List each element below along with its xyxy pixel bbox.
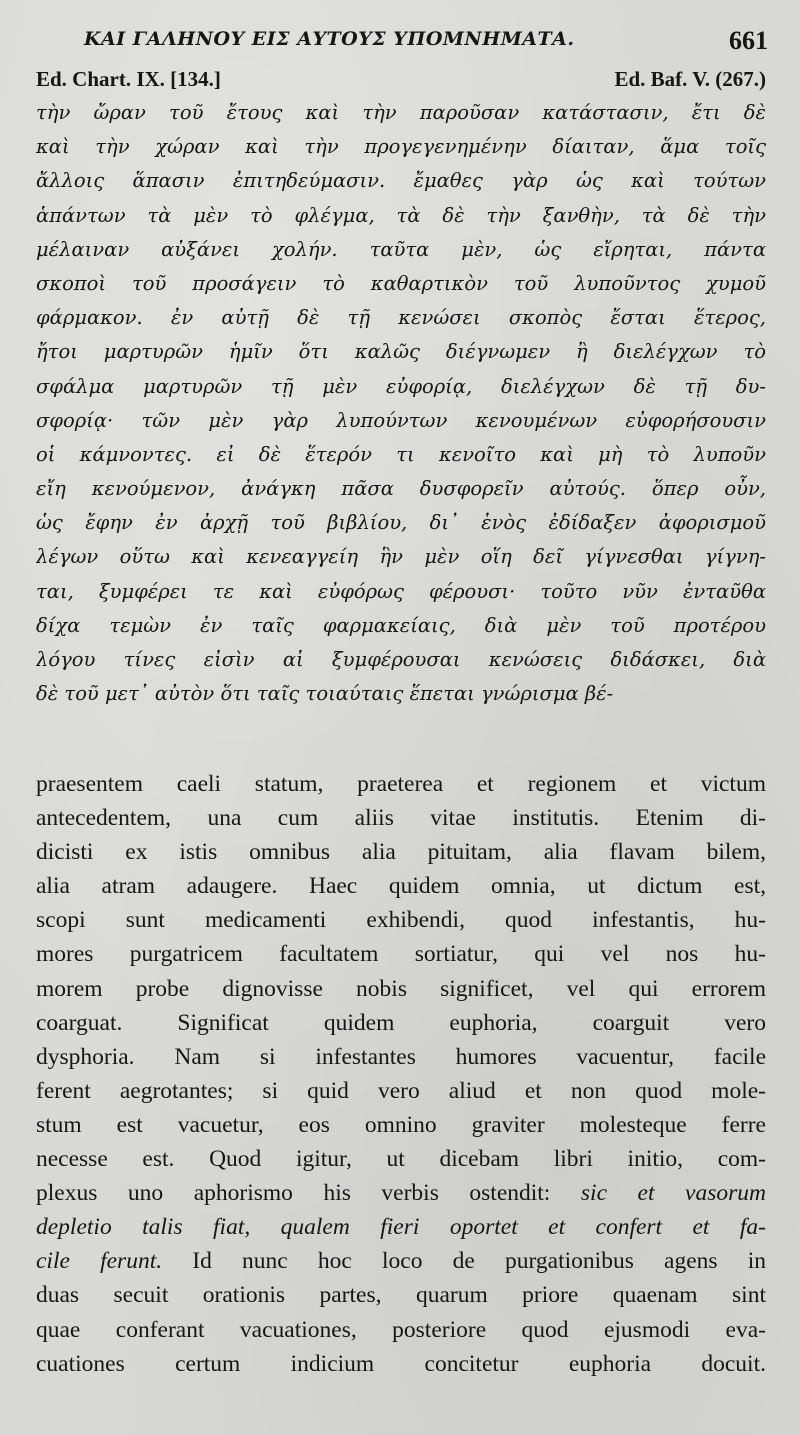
greek-text-block [36, 96, 766, 711]
latin-text-line [36, 1142, 766, 1176]
latin-text-line [36, 1313, 766, 1347]
greek-text-line: ἁπάντων τὰ μὲν τὸ φλέγμα, τὰ δὲ τὴν ξανθὴν, τὰ δὲ τὴν [36, 203, 766, 227]
latin-text-run: coarguat. Significat quidem euphoria, coarguit vero [36, 1009, 766, 1036]
latin-text-run: duas secuit orationis partes, quarum priore quaenam sint [36, 1282, 766, 1309]
latin-text-line [36, 937, 766, 971]
greek-text-line: οἱ κάμνοντες. εἰ δὲ ἕτερόν τι κενοῖτο καὶ μὴ τὸ λυποῦν [36, 442, 766, 466]
latin-text-line [36, 1278, 766, 1312]
greek-text-line: δὲ τοῦ μετ᾽ αὐτὸν ὅτι ταῖς τοιαύταις ἕπεται γνώρισμα βέ- [36, 682, 614, 706]
latin-text-run: quae conferant vacuationes, posteriore quod ejusmodi eva- [36, 1316, 766, 1343]
greek-text-line: μέλαιναν αὐξάνει χολήν. ταῦτα μὲν, ὡς εἴρηται, πάντα [36, 237, 766, 261]
latin-text-run: dicisti ex istis omnibus alia pituitam, alia flavam bilem, [36, 839, 766, 866]
edition-ref-chartier: Ed. Chart. IX. [134.] [36, 67, 221, 91]
latin-text-run: praesentem caeli statum, praeterea et regionem et victum [36, 771, 766, 797]
latin-text-run: antecedentem, una cum aliis vitae institutis. Etenim di- [36, 805, 766, 832]
greek-text-line: λόγου τίνες εἰσὶν αἱ ξυμφέρουσαι κενώσεις διδάσκει, διὰ [36, 648, 766, 671]
greek-text-line: εἴη κενούμενον, ἀνάγκη πᾶσα δυσφορεῖν αὐτούς. ὅπερ οὖν, [36, 477, 766, 501]
page-number: 661 [729, 26, 768, 55]
greek-text-line: ἄλλοις ἅπασιν ἐπιτηδεύμασιν. ἔμαθες γὰρ ὡς καὶ τούτων [36, 169, 766, 193]
greek-text-line: ται, ξυμφέρει τε καὶ εὐφόρως φέρουσι· τοῦτο νῦν ἐνταῦθα [36, 579, 766, 603]
latin-text-line [36, 1210, 766, 1244]
latin-text-line [36, 1347, 766, 1381]
greek-text-line: σφάλμα μαρτυρῶν τῇ μὲν εὐφορίᾳ, διελέγχων δὲ τῇ δυ- [36, 374, 766, 398]
greek-text-line: λέγων οὕτω καὶ κενεαγγείη ἣν μὲν οἵη δεῖ γίγνεσθαι γίγνη- [36, 545, 766, 569]
greek-text-line: σφορίᾳ· τῶν μὲν γὰρ λυπούντων κενουμένων εὐφορήσουσιν [36, 408, 766, 432]
latin-text-run: alia atram adaugere. Haec quidem omnia, ut dictum est, [36, 873, 766, 900]
edition-ref-basel: Ed. Baf. V. (267.) [614, 67, 766, 91]
latin-italic-quotation: cile ferunt. [36, 1248, 163, 1275]
latin-text-run: scopi sunt medicamenti exhibendi, quod infestantis, hu- [36, 907, 766, 934]
latin-text-block [36, 767, 766, 1381]
latin-text-line [36, 1040, 766, 1074]
latin-text-run: necesse est. Quod igitur, ut dicebam libri initio, com- [36, 1146, 766, 1173]
latin-text-line [36, 903, 766, 937]
greek-text-line: ἤτοι μαρτυρῶν ἡμῖν ὅτι καλῶς διέγνωμεν ἢ διελέγχων τὸ [36, 340, 766, 364]
greek-text-line: καὶ τὴν χώραν καὶ τὴν προγεγενημένην δίαιταν, ἅμα τοῖς [36, 135, 766, 159]
latin-text-line [36, 1244, 766, 1278]
latin-text-line [36, 1176, 766, 1210]
latin-text-line [36, 801, 766, 835]
latin-text-run: dysphoria. Nam si infestantes humores vacuentur, facile [36, 1043, 766, 1070]
greek-text-line: φάρμακον. ἐν αὐτῇ δὲ τῇ κενώσει σκοπὸς ἔσται ἕτερος, [36, 306, 766, 330]
latin-text-line [36, 1074, 766, 1108]
latin-italic-quotation: sic et vasorum [580, 1180, 766, 1207]
latin-text-line [36, 869, 766, 903]
running-title: ΚΑΙ ΓΑΛΗΝΟΥ ΕΙΣ ΑΥΤΟΥΣ ΥΠΟΜΝΗΜΑΤΑ. [84, 28, 575, 50]
latin-text-run: stum est vacuetur, eos omnino graviter molesteque ferre [36, 1111, 766, 1138]
greek-text-line: ὡς ἔφην ἐν ἀρχῇ τοῦ βιβλίου, δι᾽ ἑνὸς ἐδίδαξεν ἀφορισμοῦ [36, 511, 766, 535]
latin-text-line [36, 1108, 766, 1142]
edition-reference-line [36, 67, 766, 95]
latin-text-line [36, 835, 766, 869]
greek-text-line: τὴν ὤραν τοῦ ἔτους καὶ τὴν παροῦσαν κατάστασιν, ἔτι δὲ [36, 101, 766, 124]
latin-italic-quotation: depletio talis fiat, qualem fieri oportet et confert et fa- [36, 1214, 766, 1241]
latin-text-run: morem probe dignovisse nobis significet, vel qui errorem [36, 975, 766, 1002]
latin-text-line [36, 972, 766, 1006]
latin-text-line [36, 1006, 766, 1040]
latin-text-run: Id nunc hoc loco de purgationibus agens in [162, 1248, 766, 1275]
latin-text-line [36, 767, 766, 801]
latin-text-run: mores purgatricem facultatem sortiatur, qui vel nos hu- [36, 941, 766, 968]
greek-text-line: δίχα τεμὼν ἐν ταῖς φαρμακείαις, διὰ μὲν τοῦ προτέρου [36, 613, 766, 637]
running-head [0, 26, 800, 66]
latin-text-run: plexus uno aphorismo his verbis ostendit: [36, 1180, 581, 1207]
latin-text-run: cuationes certum indicium concitetur euphoria docuit. [36, 1350, 766, 1377]
greek-text-line: σκοποὶ τοῦ προσάγειν τὸ καθαρτικὸν τοῦ λυποῦντος χυμοῦ [36, 271, 766, 295]
latin-text-run: ferent aegrotantes; si quid vero aliud et non quod mole- [36, 1077, 766, 1104]
